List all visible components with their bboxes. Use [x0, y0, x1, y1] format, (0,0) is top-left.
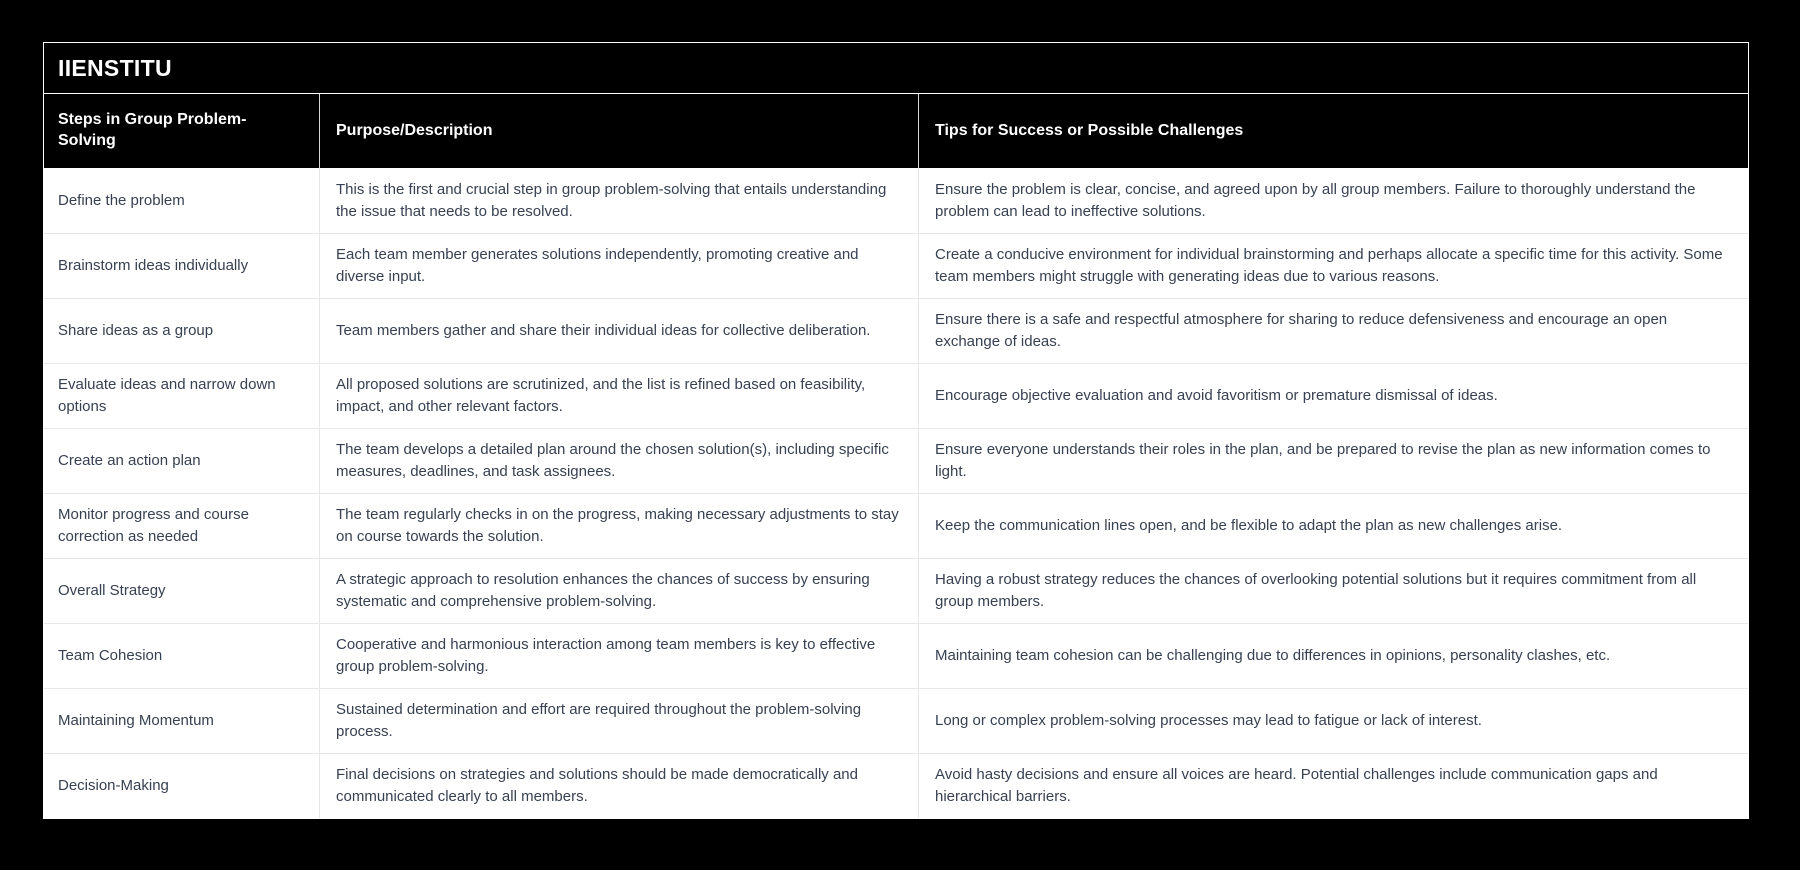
tips-cell: Ensure everyone understands their roles in the plan, and be prepared to revise the plan as new information comes to light.: [918, 429, 1748, 493]
tips-cell: Having a robust strategy reduces the chances of overlooking potential solutions but it requires commitment from all group members.: [918, 559, 1748, 623]
step-cell: Share ideas as a group: [58, 322, 214, 340]
tips-cell: Keep the communication lines open, and be flexible to adapt the plan as new challenges arise.: [918, 494, 1748, 558]
title-band: [44, 43, 1748, 94]
purpose-cell: Final decisions on strategies and solutions should be made democratically and communicated clearly to all members.: [319, 754, 918, 818]
table-row: [44, 428, 1748, 493]
table-row: [44, 363, 1748, 428]
tips-cell: Long or complex problem-solving processes may lead to fatigue or lack of interest.: [918, 689, 1748, 753]
table-header-row: [44, 94, 1748, 168]
tips-cell: Encourage objective evaluation and avoid favoritism or premature dismissal of ideas.: [918, 364, 1748, 428]
step-cell: Evaluate ideas and narrow down options: [58, 376, 276, 415]
purpose-cell: Sustained determination and effort are required throughout the problem-solving process.: [319, 689, 918, 753]
purpose-cell: All proposed solutions are scrutinized, and the list is refined based on feasibility, impact, and other relevant factors.: [319, 364, 918, 428]
step-cell: Create an action plan: [58, 452, 201, 470]
table-row: [44, 688, 1748, 753]
step-cell: Monitor progress and course correction as needed: [58, 506, 249, 545]
tips-cell: Ensure the problem is clear, concise, and agreed upon by all group members. Failure to thoroughly understand the problem can lead to ineffective solutions.: [918, 168, 1748, 233]
table-row: [44, 753, 1748, 818]
purpose-cell: The team regularly checks in on the progress, making necessary adjustments to stay on course towards the solution.: [319, 494, 918, 558]
step-cell: Overall Strategy: [58, 582, 166, 600]
table-row: [44, 493, 1748, 558]
column-header-purpose: Purpose/Description: [319, 94, 918, 168]
purpose-cell: This is the first and crucial step in group problem-solving that entails understanding the issue that needs to be resolved.: [319, 168, 918, 233]
column-header-steps: Steps in Group Problem-Solving: [58, 111, 247, 149]
column-header-tips: Tips for Success or Possible Challenges: [918, 94, 1748, 168]
table-row: [44, 168, 1748, 233]
purpose-cell: The team develops a detailed plan around the chosen solution(s), including specific measures, deadlines, and task assignees.: [319, 429, 918, 493]
step-cell: Decision-Making: [58, 777, 169, 795]
step-cell: Maintaining Momentum: [58, 712, 214, 730]
table-body: [44, 168, 1748, 818]
table-row: [44, 623, 1748, 688]
step-cell: Brainstorm ideas individually: [58, 257, 249, 275]
step-cell: Define the problem: [58, 191, 185, 209]
tips-cell: Create a conducive environment for individual brainstorming and perhaps allocate a specific time for this activity. Some team members might struggle with generating ideas due to various reasons.: [918, 234, 1748, 298]
purpose-cell: A strategic approach to resolution enhances the chances of success by ensuring systematic and comprehensive problem-solving.: [319, 559, 918, 623]
purpose-cell: Cooperative and harmonious interaction among team members is key to effective group problem-solving.: [319, 624, 918, 688]
table-row: [44, 558, 1748, 623]
content-table-card: [43, 42, 1749, 819]
table-row: [44, 298, 1748, 363]
table-row: [44, 233, 1748, 298]
brand-title: IIENSTITU: [58, 54, 172, 81]
tips-cell: Ensure there is a safe and respectful atmosphere for sharing to reduce defensiveness and encourage an open exchange of ideas.: [918, 299, 1748, 363]
purpose-cell: Each team member generates solutions independently, promoting creative and diverse input.: [319, 234, 918, 298]
step-cell: Team Cohesion: [58, 647, 163, 665]
tips-cell: Avoid hasty decisions and ensure all voices are heard. Potential challenges include communication gaps and hierarchical barriers.: [918, 754, 1748, 818]
purpose-cell: Team members gather and share their individual ideas for collective deliberation.: [319, 299, 918, 363]
tips-cell: Maintaining team cohesion can be challenging due to differences in opinions, personality clashes, etc.: [918, 624, 1748, 688]
